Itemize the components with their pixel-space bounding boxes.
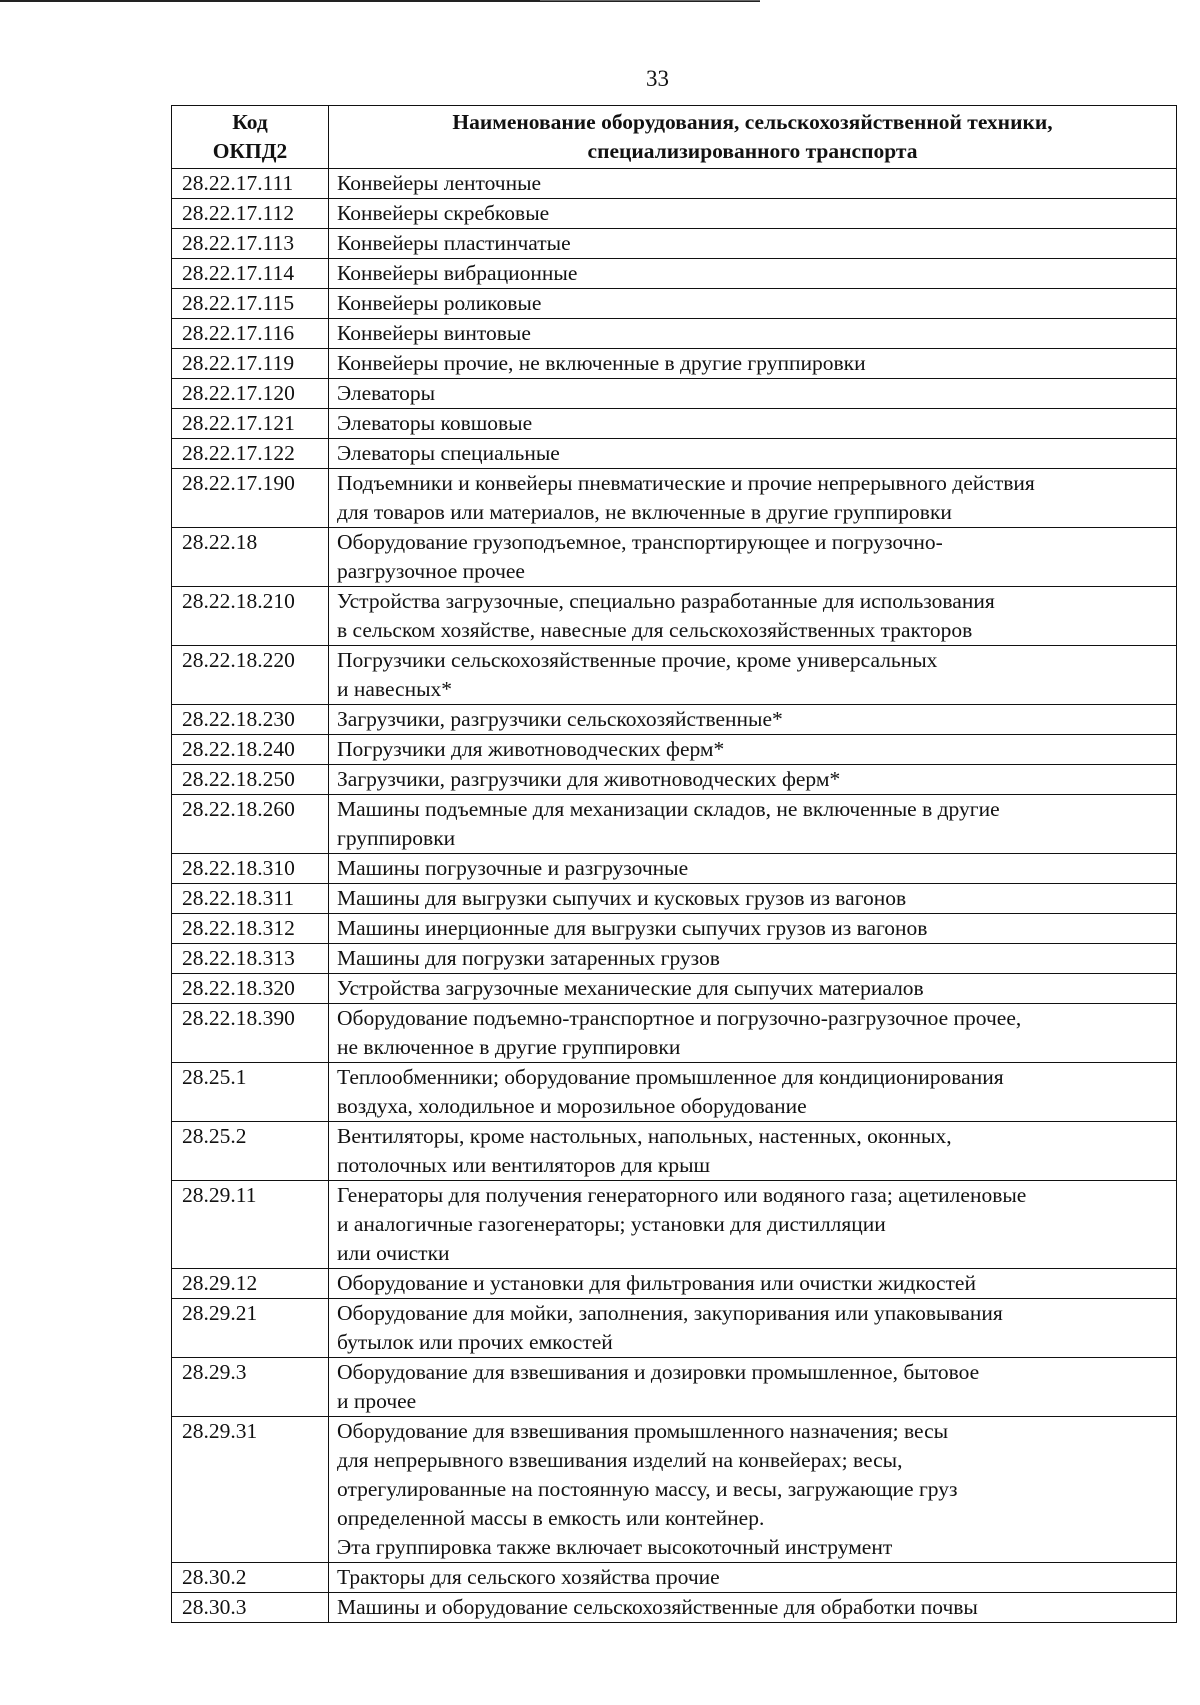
table-row xyxy=(172,1593,1177,1623)
equipment-name-cell: Загрузчики, разгрузчики для животноводческих ферм* xyxy=(329,765,1177,795)
table-row xyxy=(172,854,1177,884)
table-row xyxy=(172,1563,1177,1593)
table-row xyxy=(172,229,1177,259)
table-row xyxy=(172,349,1177,379)
equipment-name-cell: Погрузчики сельскохозяйственные прочие, кроме универсальных и навесных* xyxy=(329,646,1177,705)
equipment-name-cell: Оборудование для взвешивания и дозировки промышленное, бытовое и прочее xyxy=(329,1358,1177,1417)
okpd-code-cell: 28.22.17.111 xyxy=(172,169,329,199)
equipment-name-cell: Конвейеры скребковые xyxy=(329,199,1177,229)
equipment-name-cell: Машины для погрузки затаренных грузов xyxy=(329,944,1177,974)
equipment-name-cell: Тракторы для сельского хозяйства прочие xyxy=(329,1563,1177,1593)
table-row xyxy=(172,199,1177,229)
okpd-code-cell: 28.22.17.122 xyxy=(172,439,329,469)
equipment-name-cell: Оборудование и установки для фильтрования или очистки жидкостей xyxy=(329,1269,1177,1299)
table-row xyxy=(172,289,1177,319)
okpd-code-cell: 28.22.18.230 xyxy=(172,705,329,735)
table-row xyxy=(172,319,1177,349)
equipment-name-cell: Устройства загрузочные механические для сыпучих материалов xyxy=(329,974,1177,1004)
table-row xyxy=(172,735,1177,765)
equipment-name-cell: Конвейеры винтовые xyxy=(329,319,1177,349)
table-header-row xyxy=(172,106,1177,169)
okpd-code-cell: 28.22.18.260 xyxy=(172,795,329,854)
okpd-code-cell: 28.22.18.311 xyxy=(172,884,329,914)
equipment-name-cell: Конвейеры пластинчатые xyxy=(329,229,1177,259)
equipment-name-cell: Загрузчики, разгрузчики сельскохозяйственные* xyxy=(329,705,1177,735)
table-row xyxy=(172,944,1177,974)
equipment-name-cell: Оборудование грузоподъемное, транспортирующее и погрузочно- разгрузочное прочее xyxy=(329,528,1177,587)
equipment-name-cell: Устройства загрузочные, специально разработанные для использования в сельском хозяйстве, навесные для сельскохозяйственных тракторов xyxy=(329,587,1177,646)
okpd-code-cell: 28.22.18.312 xyxy=(172,914,329,944)
okpd-code-cell: 28.22.17.112 xyxy=(172,199,329,229)
okpd-code-cell: 28.29.12 xyxy=(172,1269,329,1299)
table-row xyxy=(172,884,1177,914)
table-row xyxy=(172,379,1177,409)
table-row xyxy=(172,1004,1177,1063)
equipment-name-cell: Машины для выгрузки сыпучих и кусковых грузов из вагонов xyxy=(329,884,1177,914)
scan-border-line-faint xyxy=(540,0,760,1)
table-row xyxy=(172,528,1177,587)
okpd-code-cell: 28.22.17.115 xyxy=(172,289,329,319)
equipment-name-cell: Оборудование подъемно-транспортное и погрузочно-разгрузочное прочее, не включенное в другие группировки xyxy=(329,1004,1177,1063)
okpd-code-cell: 28.29.21 xyxy=(172,1299,329,1358)
equipment-name-cell: Машины инерционные для выгрузки сыпучих грузов из вагонов xyxy=(329,914,1177,944)
okpd-code-cell: 28.22.17.114 xyxy=(172,259,329,289)
table-row xyxy=(172,974,1177,1004)
okpd-code-cell: 28.22.17.121 xyxy=(172,409,329,439)
table-row xyxy=(172,1063,1177,1122)
okpd-code-cell: 28.29.3 xyxy=(172,1358,329,1417)
table-row xyxy=(172,1122,1177,1181)
equipment-name-cell: Теплообменники; оборудование промышленное для кондиционирования воздуха, холодильное и морозильное оборудование xyxy=(329,1063,1177,1122)
equipment-name-cell: Элеваторы xyxy=(329,379,1177,409)
okpd-code-cell: 28.22.18.313 xyxy=(172,944,329,974)
equipment-name-cell: Конвейеры прочие, не включенные в другие группировки xyxy=(329,349,1177,379)
okpd-code-cell: 28.22.17.120 xyxy=(172,379,329,409)
equipment-name-cell: Конвейеры роликовые xyxy=(329,289,1177,319)
okpd-code-cell: 28.22.18.240 xyxy=(172,735,329,765)
table-row xyxy=(172,1358,1177,1417)
table-row xyxy=(172,169,1177,199)
table-row xyxy=(172,914,1177,944)
equipment-name-cell: Элеваторы ковшовые xyxy=(329,409,1177,439)
table-row xyxy=(172,409,1177,439)
table-row xyxy=(172,646,1177,705)
table-row xyxy=(172,1417,1177,1563)
okpd-code-cell: 28.22.18.210 xyxy=(172,587,329,646)
equipment-name-cell: Вентиляторы, кроме настольных, напольных, настенных, оконных, потолочных или вентиляторов для крыш xyxy=(329,1122,1177,1181)
equipment-name-cell: Машины погрузочные и разгрузочные xyxy=(329,854,1177,884)
table-body xyxy=(172,169,1177,1623)
okpd-equipment-table xyxy=(171,105,1177,1623)
page-number: 33 xyxy=(646,66,669,91)
okpd-code-cell: 28.25.1 xyxy=(172,1063,329,1122)
okpd-code-cell: 28.22.18.390 xyxy=(172,1004,329,1063)
table-row xyxy=(172,259,1177,289)
okpd-code-cell: 28.30.2 xyxy=(172,1563,329,1593)
table-row xyxy=(172,1269,1177,1299)
okpd-code-cell: 28.22.18.250 xyxy=(172,765,329,795)
okpd-code-cell: 28.29.11 xyxy=(172,1181,329,1269)
okpd-code-cell: 28.22.17.190 xyxy=(172,469,329,528)
equipment-name-cell: Конвейеры ленточные xyxy=(329,169,1177,199)
table-row xyxy=(172,587,1177,646)
equipment-name-cell: Подъемники и конвейеры пневматические и прочие непрерывного действия для товаров или материалов, не включенные в другие группировки xyxy=(329,469,1177,528)
okpd-code-cell: 28.22.17.116 xyxy=(172,319,329,349)
okpd-code-cell: 28.22.18.220 xyxy=(172,646,329,705)
okpd-code-cell: 28.22.18 xyxy=(172,528,329,587)
table-row xyxy=(172,1299,1177,1358)
equipment-name-cell: Конвейеры вибрационные xyxy=(329,259,1177,289)
header-name: Наименование оборудования, сельскохозяйственной техники, специализированного транспорта xyxy=(329,106,1177,169)
okpd-code-cell: 28.22.17.119 xyxy=(172,349,329,379)
equipment-name-cell: Генераторы для получения генераторного или водяного газа; ацетиленовые и аналогичные газогенераторы; установки для дистилляции или очистки xyxy=(329,1181,1177,1269)
okpd-code-cell: 28.29.31 xyxy=(172,1417,329,1563)
table-row xyxy=(172,439,1177,469)
okpd-code-cell: 28.22.18.310 xyxy=(172,854,329,884)
table-row xyxy=(172,469,1177,528)
table-row xyxy=(172,1181,1177,1269)
equipment-name-cell: Машины подъемные для механизации складов, не включенные в другие группировки xyxy=(329,795,1177,854)
table-row xyxy=(172,795,1177,854)
okpd-code-cell: 28.22.17.113 xyxy=(172,229,329,259)
okpd-code-cell: 28.22.18.320 xyxy=(172,974,329,1004)
equipment-name-cell: Оборудование для мойки, заполнения, закупоривания или упаковывания бутылок или прочих емкостей xyxy=(329,1299,1177,1358)
equipment-name-cell: Элеваторы специальные xyxy=(329,439,1177,469)
table-row xyxy=(172,705,1177,735)
okpd-code-cell: 28.25.2 xyxy=(172,1122,329,1181)
okpd-code-cell: 28.30.3 xyxy=(172,1593,329,1623)
header-code: Код ОКПД2 xyxy=(172,106,329,169)
equipment-name-cell: Оборудование для взвешивания промышленного назначения; весы для непрерывного взвешивания изделий на конвейерах; весы, отрегулированные на постоянную массу, и весы, загружающие груз определенной массы в емкость или контейнер. Эта группировка также включает высокоточный инструмент xyxy=(329,1417,1177,1563)
equipment-name-cell: Машины и оборудование сельскохозяйственные для обработки почвы xyxy=(329,1593,1177,1623)
table-row xyxy=(172,765,1177,795)
equipment-name-cell: Погрузчики для животноводческих ферм* xyxy=(329,735,1177,765)
